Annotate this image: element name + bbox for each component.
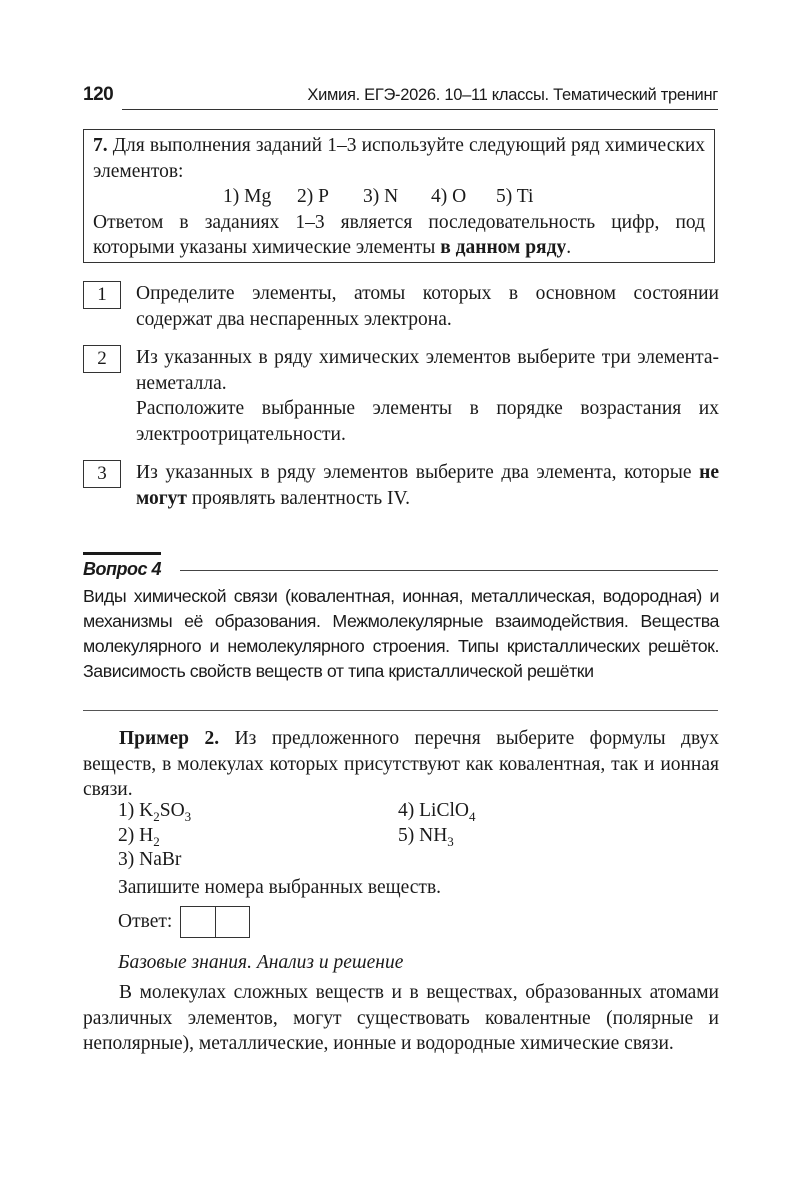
answer-cell[interactable] (181, 907, 215, 937)
question-text-part: Из указанных в ряду элементов выберите два элемента, которые (136, 462, 700, 483)
answer-cell[interactable] (215, 907, 249, 937)
answer-note-end: . (566, 237, 572, 258)
element-list (93, 184, 705, 210)
task-number: 7. (93, 135, 108, 156)
solution-paragraph: В молекулах сложных веществ и в веществах, образованных атомами различных элементов, могут существовать ковалентные (полярные и неполярные), металлические, ионные и водородные химические связи. (83, 982, 719, 1054)
element-item: 1) Mg (223, 186, 272, 207)
element-item: 3) N (363, 186, 399, 207)
option-item: 1) $K_2SO_3$ (118, 800, 192, 824)
task-instructions-box (83, 129, 715, 263)
running-title: Химия. ЕГЭ-2026. 10–11 классы. Тематический тренинг (307, 86, 718, 104)
header-rule (122, 109, 718, 110)
section-title-rule (180, 570, 718, 571)
question-text (136, 281, 719, 332)
task-intro-text: Для выполнения заданий 1–3 используйте следующий ряд химических элементов: (93, 135, 706, 182)
question-3 (83, 460, 719, 511)
answer-row (118, 906, 250, 938)
section-description: Виды химической связи (ковалентная, ионная, металлическая, водородная) и механизмы её образования. Межмолекулярные взаимодействия. Вещества молекулярного и немолекулярного строения. Типы кристаллических решёток. Зависимость свойств веществ от типа кристаллической решётки (83, 586, 719, 681)
example-prompt (83, 726, 719, 803)
question-number-box: 1 (83, 281, 121, 309)
question-text (136, 345, 719, 447)
question-paragraph: Из указанных в ряду химических элементов выберите три элемента-неметалла. (136, 347, 719, 394)
option-item: 3) NaBr (118, 849, 182, 870)
element-item: 2) P (297, 186, 329, 207)
option-item: 5) $NH_3$ (398, 824, 454, 849)
option-item: 4) LiClO$_4$ (398, 800, 476, 824)
answer-note-text: Ответом в заданиях 1–3 является последовательность цифр, под которыми указаны химические элементы (93, 211, 705, 258)
answer-cells (180, 906, 250, 938)
question-text-part: проявлять валентность IV. (186, 487, 410, 509)
solution-body (83, 980, 719, 1057)
answer-note (93, 210, 705, 261)
question-text (136, 460, 719, 511)
question-number-box: 2 (83, 345, 121, 373)
element-item: 4) O (431, 186, 467, 207)
example-text: Из предложенного перечня выберите формулы двух веществ, в молекулах которых присутствуют как ковалентная, так и ионная связи. (83, 728, 720, 800)
solution-subheading: Базовые знания. Анализ и решение (118, 952, 404, 973)
task-intro (93, 133, 705, 184)
section-bottom-rule (83, 710, 718, 711)
question-paragraph: Определите элементы, атомы которых в основном состоянии содержат два неспаренных электрона. (136, 283, 719, 330)
question-paragraph: Расположите выбранные элементы в порядке возрастания их электроотрицательности. (136, 398, 719, 445)
element-item: 5) Ti (496, 186, 534, 207)
question-paragraph (136, 460, 719, 511)
section-title: Вопрос 4 (83, 559, 162, 579)
example-2 (83, 726, 719, 803)
answer-note-emphasis: в данном ряду (440, 237, 567, 258)
section-accent-bar (83, 552, 161, 555)
option-item: 2) $H_2$ (118, 824, 160, 849)
example-instruction: Запишите номера выбранных веществ. (118, 877, 442, 898)
question-emphasis: не могут (136, 462, 719, 509)
question-2 (83, 345, 719, 447)
example-label: Пример 2. (119, 728, 220, 749)
page-number: 120 (83, 84, 114, 105)
answer-label: Ответ: (118, 911, 173, 932)
question-number-box: 3 (83, 460, 121, 488)
question-1 (83, 281, 719, 332)
